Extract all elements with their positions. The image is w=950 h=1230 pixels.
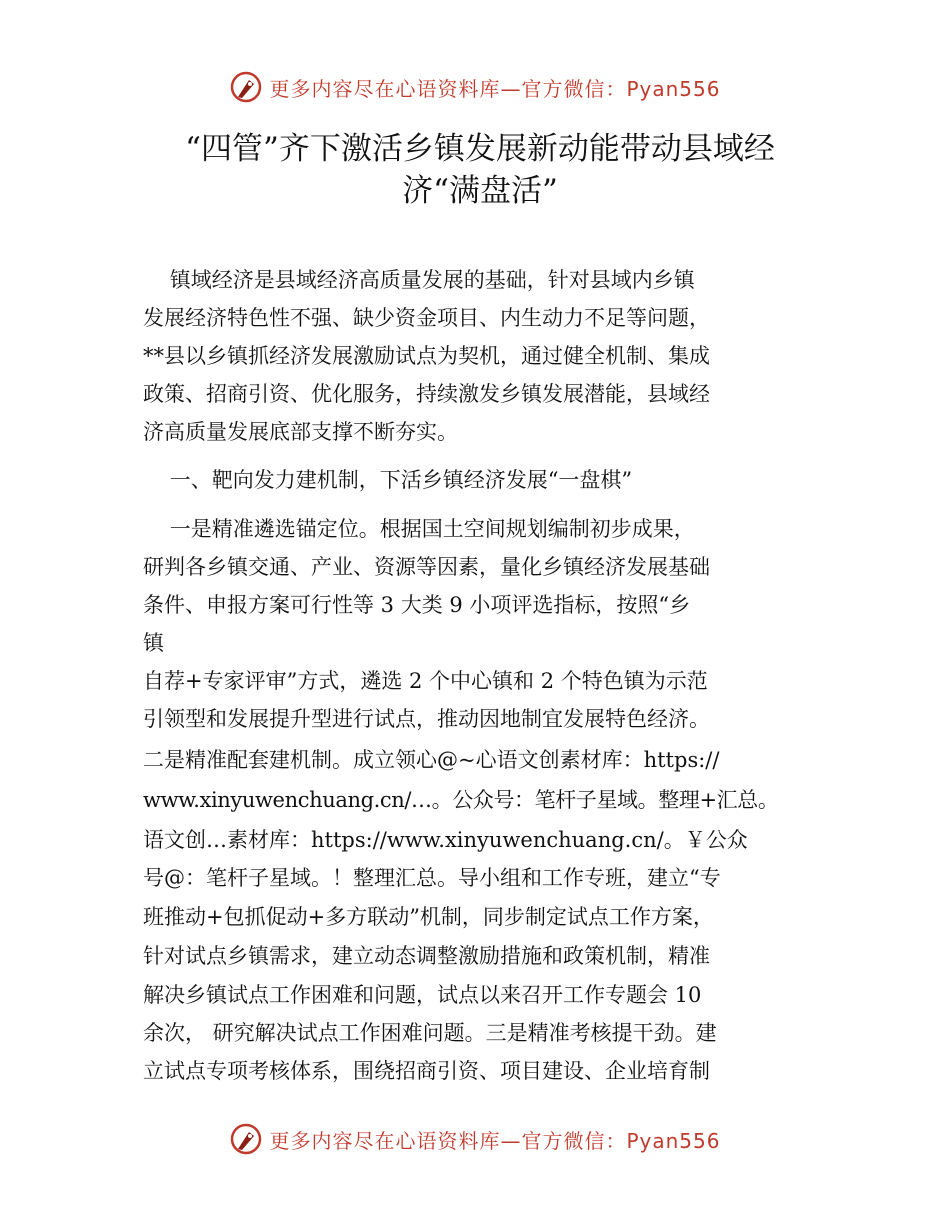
text-line: 自荐+专家评审”方式，遴选 2 个中心镇和 2 个特色镇为示范 (143, 669, 708, 693)
text-line: 语文创…素材库：https://www.xinyuwenchuang.cn/。￥公众 (143, 828, 748, 852)
text-line: 班推动+包抓促动+多方联动”机制，同步制定试点工作方案， (143, 905, 714, 929)
footer-banner (0, 1122, 950, 1156)
text-line: 引领型和发展提升型进行试点，推动因地制宜发展特色经济。 (143, 707, 710, 731)
text-line: 解决乡镇试点工作困难和问题，试点以来召开工作专题会 10 (143, 983, 702, 1007)
document-title (130, 128, 830, 212)
footer-banner-text: 更多内容尽在心语资料库—官方微信：Pyan556 (269, 1128, 721, 1153)
pen-nib-logo-icon (229, 1122, 263, 1156)
text-line: 镇 (143, 631, 164, 655)
section-heading: 一、靶向发力建机制，下活乡镇经济发展“一盘棋” (143, 468, 633, 492)
text-line: 条件、申报方案可行性等 3 大类 9 小项评选指标，按照“乡 (143, 593, 691, 617)
text-line: 针对试点乡镇需求，建立动态调整激励措施和政策机制，精准 (143, 944, 710, 968)
pen-nib-logo-icon (229, 70, 263, 104)
text-line: 二是精准配套建机制。成立领心@~心语文创素材库：https:// (143, 748, 720, 772)
text-line: 号@：笔杆子星域。！整理汇总。导小组和工作专班，建立“专 (143, 866, 721, 890)
text-line: 镇域经济是县域经济高质量发展的基础，针对县域内乡镇 (143, 268, 695, 292)
text-line: 立试点专项考核体系，围绕招商引资、项目建设、企业培育制 (143, 1059, 710, 1083)
text-line: 研判各乡镇交通、产业、资源等因素，量化乡镇经济发展基础 (143, 555, 710, 579)
text-line: **县以乡镇抓经济发展激励试点为契机，通过健全机制、集成 (143, 344, 710, 368)
text-line: www.xinyuwenchuang.cn/…。公众号：笔杆子星域。整理+汇总。 (143, 788, 779, 812)
text-line: 一是精准遴选锚定位。根据国土空间规划编制初步成果， (143, 517, 695, 541)
title-line-1: “四管”齐下激活乡镇发展新动能带动县域经 (185, 131, 775, 167)
header-banner-text: 更多内容尽在心语资料库—官方微信：Pyan556 (269, 76, 721, 101)
text-line: 余次， 研究解决试点工作困难问题。三是精准考核提干劲。建 (143, 1021, 717, 1045)
title-line-2: 济“满盘活” (402, 173, 558, 209)
header-banner (0, 70, 950, 104)
text-line: 济高质量发展底部支撑不断夯实。 (143, 420, 458, 444)
text-line: 政策、招商引资、优化服务，持续激发乡镇发展潜能，县域经 (143, 382, 710, 406)
text-line: 发展经济特色性不强、缺少资金项目、内生动力不足等问题， (143, 306, 710, 330)
